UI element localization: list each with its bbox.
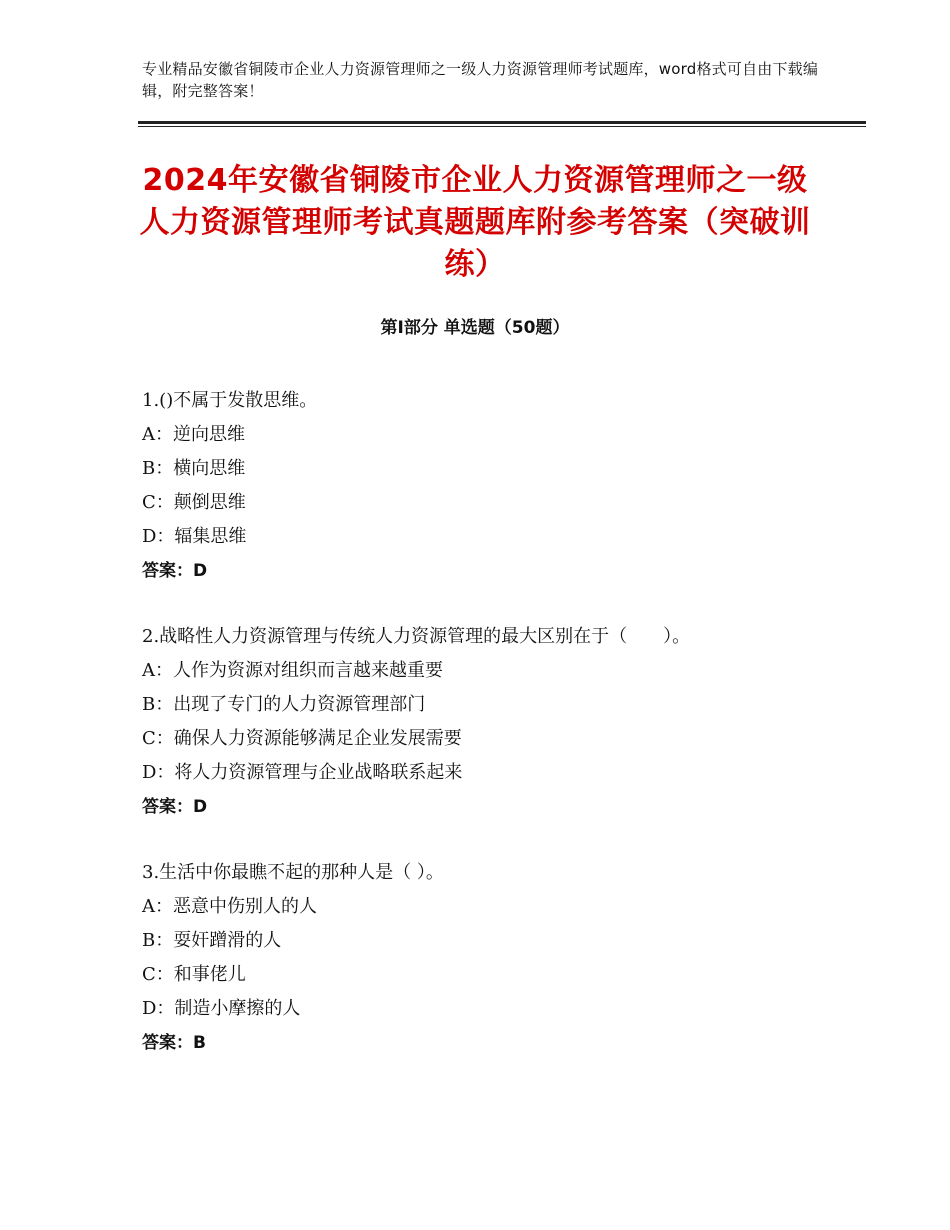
option-c: C：确保人力资源能够满足企业发展需要 [142, 728, 462, 749]
question-3 [142, 856, 842, 1060]
header-rule-thin [138, 126, 866, 127]
question-list [142, 384, 842, 1060]
question-stem: 2.战略性人力资源管理与传统人力资源管理的最大区别在于（ ）。 [142, 626, 691, 647]
answer: 答案：D [142, 561, 208, 581]
document-title: 2024年安徽省铜陵市企业人力资源管理师之一级人力资源管理师考试真题题库附参考答案（突破训练） [139, 163, 811, 282]
option-b: B：耍奸蹭滑的人 [142, 930, 282, 951]
header-rule-thick [138, 121, 866, 124]
option-c: C：和事佬儿 [142, 964, 246, 985]
question-stem: 1.()不属于发散思维。 [142, 390, 318, 411]
option-b: B：横向思维 [142, 458, 246, 479]
option-a: A：人作为资源对组织而言越来越重要 [142, 660, 443, 681]
option-b: B：出现了专门的人力资源管理部门 [142, 694, 426, 715]
section-title: 第Ⅰ部分 单选题（50题） [380, 318, 570, 338]
question-2 [142, 620, 842, 824]
option-a: A：恶意中伤别人的人 [142, 896, 317, 917]
option-d: D：辐集思维 [142, 526, 247, 547]
answer: 答案：B [142, 1033, 206, 1053]
option-c: C：颠倒思维 [142, 492, 246, 513]
answer: 答案：D [142, 797, 208, 817]
question-stem: 3.生活中你最瞧不起的那种人是（ ）。 [142, 862, 444, 883]
option-d: D：制造小摩擦的人 [142, 998, 301, 1019]
option-d: D：将人力资源管理与企业战略联系起来 [142, 762, 463, 783]
header-note: 专业精品安徽省铜陵市企业人力资源管理师之一级人力资源管理师考试题库，word格式可自由下载编辑，附完整答案！ [142, 60, 819, 100]
question-1 [142, 384, 842, 588]
option-a: A：逆向思维 [142, 424, 245, 445]
